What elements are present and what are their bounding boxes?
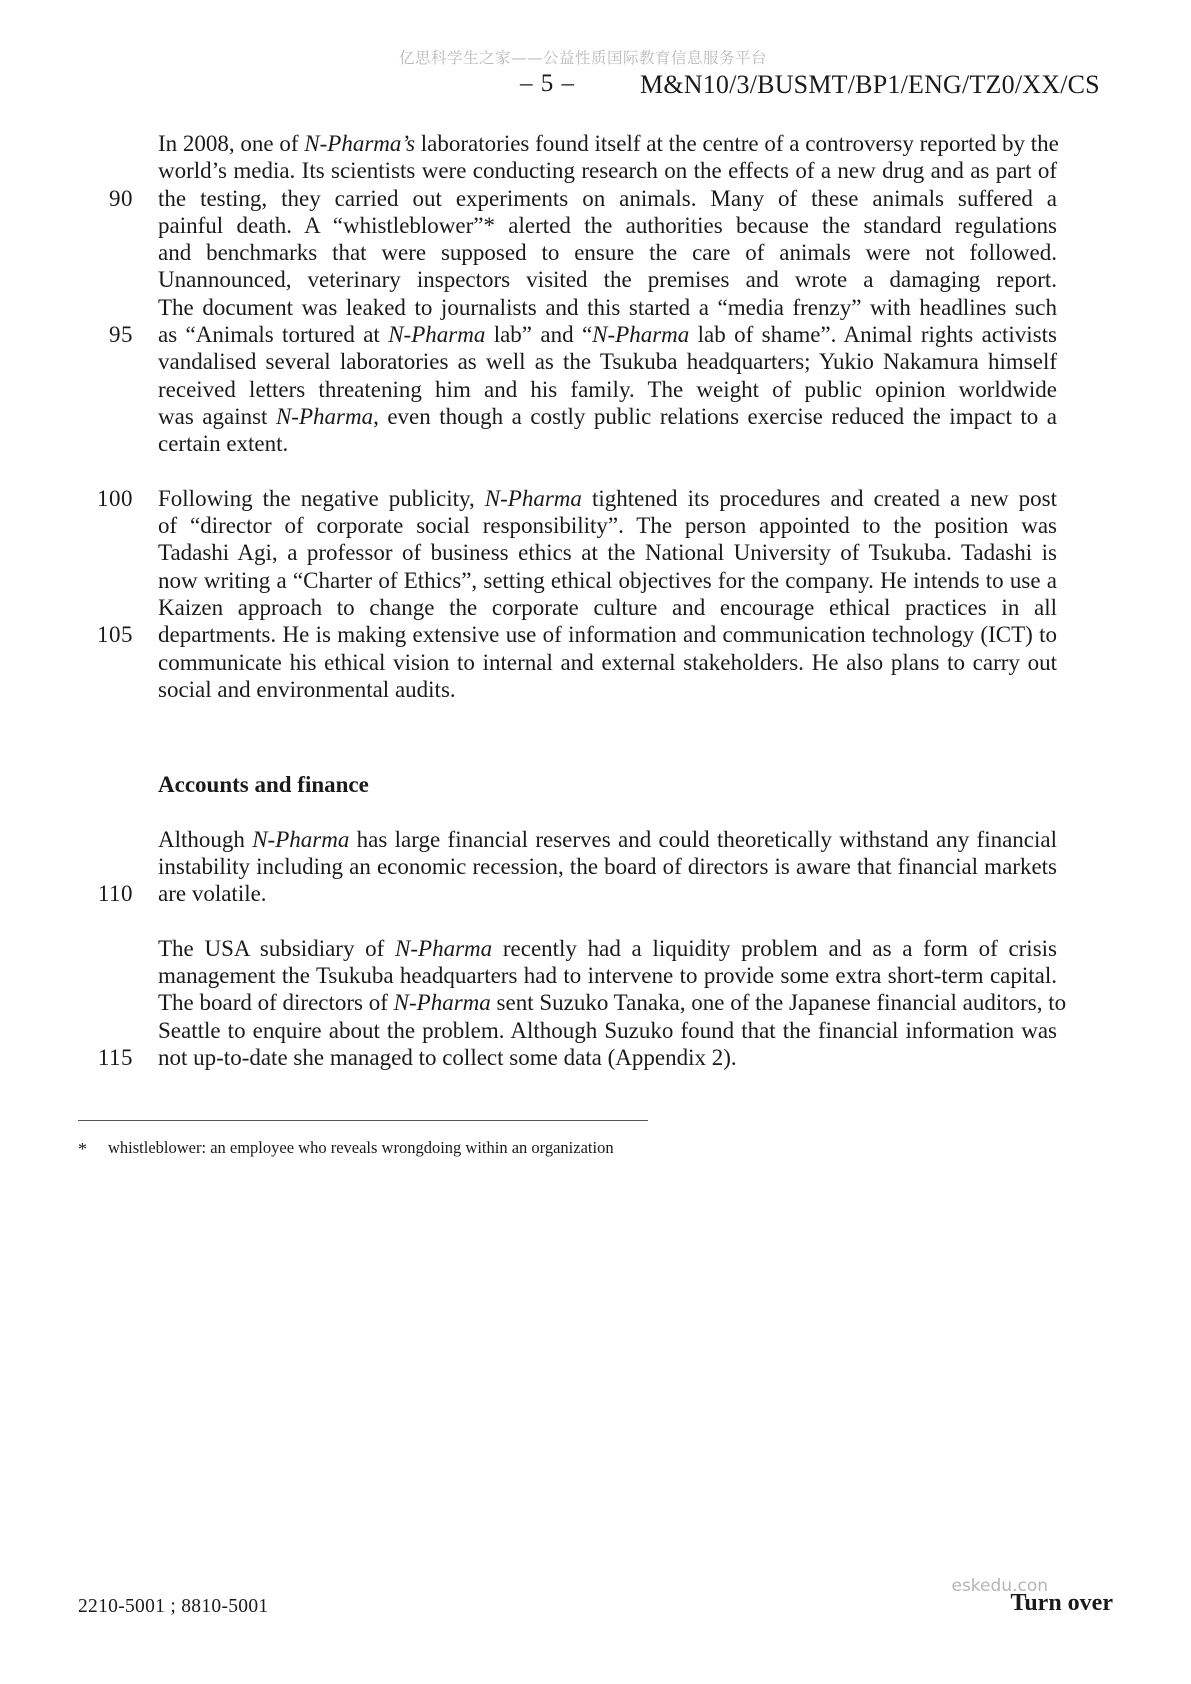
company-name-italic: N-Pharma [592,322,690,348]
body-line: In 2008, one of N-Pharma’s laboratories found itself at the centre of a controversy reported by the [158,131,1059,156]
company-name-italic: N-Pharma’s [304,131,416,156]
body-line: Although N-Pharma has large financial reserves and could theoretically withstand any financial [158,826,1057,852]
body-line: The document was leaked to journalists and this started a “media frenzy” with headlines such [158,294,1057,320]
body-line: management the Tsukuba headquarters had to intervene to provide some extra short-term capital. [158,963,1057,989]
body-line: world’s media. Its scientists were conducting research on the effects of a new drug and as part of [158,158,1057,184]
line-number-90: 90 [109,185,133,211]
body-line: and benchmarks that were supposed to ensure the care of animals were not followed. [158,240,1057,266]
body-line: received letters threatening him and his family. The weight of public opinion worldwide [158,376,1057,402]
footnote [78,1138,1113,1158]
page-number: – 5 – [520,70,575,97]
line-number-110: 110 [97,881,133,907]
bottom-watermark: eskedu.con [951,1576,1048,1596]
body-line: departments. He is making extensive use of information and communication technology (ICT) to [158,622,1057,648]
page-footer [0,1544,1191,1684]
body-line: communicate his ethical vision to internal and external stakeholders. He also plans to carry out [158,649,1057,675]
body-line: Seattle to enquire about the problem. Although Suzuko found that the financial information was [158,1017,1057,1043]
body-line: instability including an economic recession, the board of directors is aware that financial markets [158,853,1057,879]
company-name-italic: N-Pharma [484,485,582,511]
paper-code: M&N10/3/BUSMT/BP1/ENG/TZ0/XX/CS [640,70,1100,99]
document-body [0,130,1191,1071]
company-name-italic: N-Pharma [395,935,493,961]
body-line: vandalised several laboratories as well as the Tsukuba headquarters; Yukio Nakamura himself [158,349,1057,375]
spacer [0,799,1191,826]
company-name-italic: N-Pharma [252,826,350,852]
body-line: Following the negative publicity, N-Pharma tightened its procedures and created a new post [158,485,1057,511]
body-line: as “Animals tortured at N-Pharma lab” and “N-Pharma lab of shame”. Animal rights activists [158,322,1057,348]
body-line: of “director of corporate social responsibility”. The person appointed to the position was [158,513,1057,539]
footnote-text: whistleblower: an employee who reveals wrongdoing within an organization [108,1138,614,1157]
page-header [0,70,1191,108]
line-number-115: 115 [97,1044,133,1070]
body-line: Unannounced, veterinary inspectors visited the premises and wrote a damaging report. [158,267,1057,293]
body-line: social and environmental audits. [158,676,456,702]
body-line: Kaizen approach to change the corporate culture and encourage ethical practices in all [158,595,1057,621]
line-number-95: 95 [109,322,133,348]
body-line: certain extent. [158,431,289,457]
line-number-100: 100 [97,485,133,511]
company-name-italic: N-Pharma [275,403,374,429]
body-line: are volatile. [158,881,267,907]
paragraph-3 [0,826,1191,908]
body-line: painful death. A “whistleblower”* alerted the authorities because the standard regulations [158,212,1057,238]
line-number-105: 105 [97,622,133,648]
paragraph-4 [0,935,1191,1071]
body-line: now writing a “Charter of Ethics”, setting ethical objectives for the company. He intends to use a [158,567,1057,593]
paragraph-1 [0,130,1191,458]
body-line: The USA subsidiary of N-Pharma recently had a liquidity problem and as a form of crisis [158,935,1057,961]
company-name-italic: N-Pharma [393,990,491,1016]
body-line: not up-to-date she managed to collect some data (Appendix 2). [158,1044,737,1070]
footnote-marker: * [78,1139,87,1159]
top-watermark: 亿思科学生之家——公益性质国际教育信息服务平台 [398,49,767,67]
body-line: was against N-Pharma, even though a costly public relations exercise reduced the impact to a [158,403,1058,429]
company-name-italic: N-Pharma [388,322,486,348]
paragraph-2 [0,485,1191,703]
footnote-area [78,1120,1113,1158]
section-heading: Accounts and finance [158,772,369,798]
body-line: Tadashi Agi, a professor of business ethics at the National University of Tsukuba. Tadashi is [158,540,1057,566]
body-line: The board of directors of N-Pharma sent Suzuko Tanaka, one of the Japanese financial auditors, to [158,990,1067,1016]
turn-over-label: Turn over [1010,1590,1113,1616]
body-line: the testing, they carried out experiments on animals. Many of these animals suffered a [158,185,1057,211]
footnote-divider [78,1120,648,1121]
footer-paper-code: 2210-5001 ; 8810-5001 [78,1596,269,1617]
